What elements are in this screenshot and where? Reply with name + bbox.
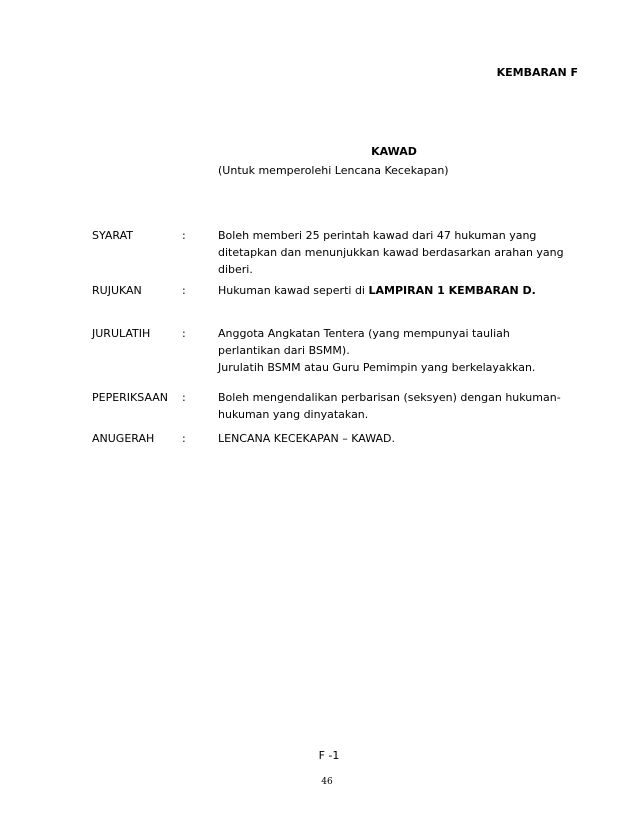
row-value — [218, 227, 568, 278]
row-colon: : — [182, 327, 186, 340]
row-line: Boleh mengendalikan perbarisan (seksyen) dengan hukuman- — [218, 391, 561, 404]
row-line: hukuman yang dinyatakan. — [218, 408, 369, 421]
row-line: diberi. — [218, 263, 253, 276]
row-value — [218, 282, 568, 299]
page-number: 46 — [321, 777, 333, 787]
row-label: SYARAT — [92, 229, 133, 242]
page-id: F -1 — [318, 749, 340, 762]
reference-text: Hukuman kawad seperti di — [218, 284, 369, 297]
document-title: KAWAD — [371, 145, 417, 158]
row-colon: : — [182, 391, 186, 404]
row-colon: : — [182, 229, 186, 242]
annex-label: KEMBARAN F — [496, 66, 578, 79]
reference-appendix: LAMPIRAN 1 KEMBARAN D. — [368, 284, 536, 297]
row-value — [218, 325, 568, 376]
row-line: Anggota Angkatan Tentera (yang mempunyai tauliah — [218, 327, 510, 340]
row-label: JURULATIH — [92, 327, 151, 340]
row-label: ANUGERAH — [92, 432, 155, 445]
row-line: ditetapkan dan menunjukkan kawad berdasarkan arahan yang — [218, 246, 564, 259]
row-value — [218, 389, 568, 423]
row-line: perlantikan dari BSMM). — [218, 344, 350, 357]
row-colon: : — [182, 284, 186, 297]
document-subtitle: (Untuk memperolehi Lencana Kecekapan) — [218, 164, 449, 177]
row-value — [218, 430, 568, 447]
row-line: Boleh memberi 25 perintah kawad dari 47 hukuman yang — [218, 229, 537, 242]
row-colon: : — [182, 432, 186, 445]
row-label: PEPERIKSAAN — [92, 391, 169, 404]
row-line: Jurulatih BSMM atau Guru Pemimpin yang berkelayakkan. — [218, 361, 536, 374]
row-label: RUJUKAN — [92, 284, 142, 297]
row-line: LENCANA KECEKAPAN – KAWAD. — [218, 432, 395, 445]
